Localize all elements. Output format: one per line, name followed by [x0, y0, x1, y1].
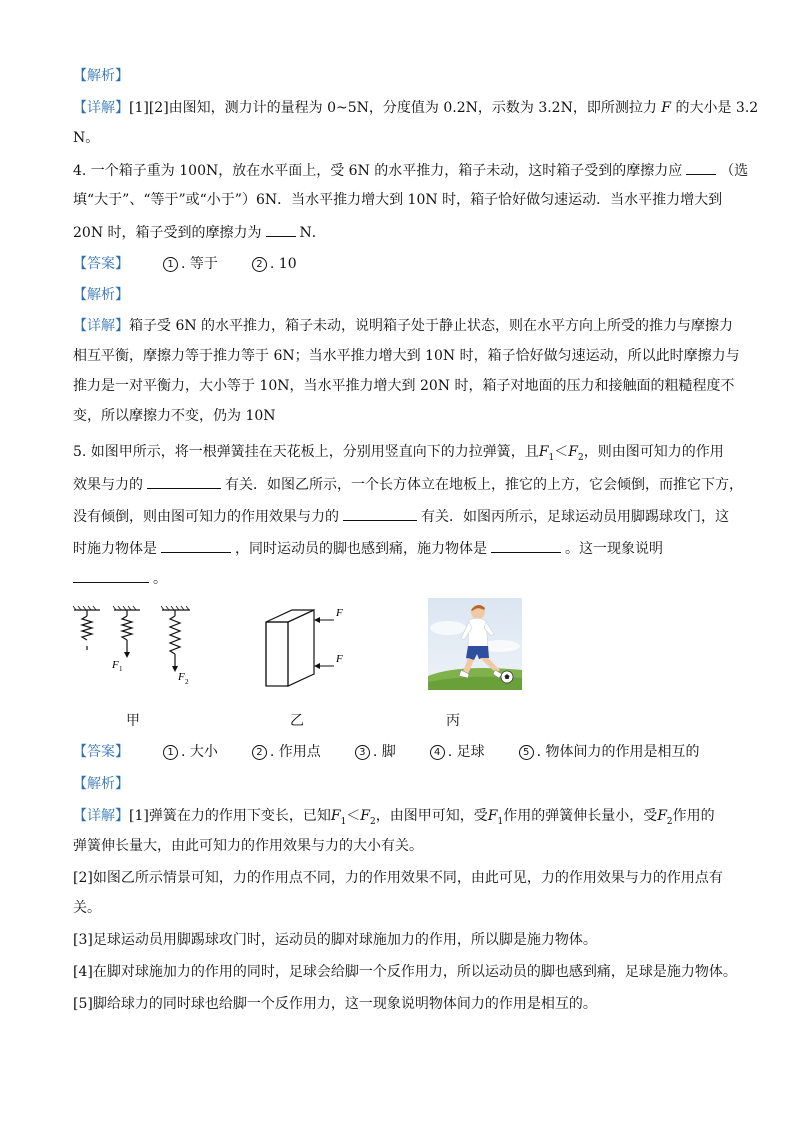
q5-line-1 — [73, 442, 724, 468]
detail-tag: 【详解】 — [73, 100, 129, 116]
q5-text-end: 。这一现象说明 — [565, 541, 663, 557]
label-f2-sub: 2 — [185, 678, 189, 686]
circled-number: 3 — [355, 745, 370, 760]
answer-1 — [163, 254, 218, 274]
detail-text: 作用的弹簧伸长量小，受 — [503, 808, 658, 824]
q5-line-4 — [73, 538, 663, 559]
answer-2 — [252, 254, 297, 274]
q5-detail-4: 关。 — [73, 900, 101, 916]
q5-blank-1 — [147, 474, 221, 489]
answer-text: . 足球 — [447, 744, 485, 760]
q5-text-end: 有关．如图乙所示，一个长方体立在地板上，推它的上方，它会倾倒，而推它下方， — [225, 477, 743, 493]
q4-answer-line — [73, 254, 297, 274]
variable-f2: F — [568, 444, 578, 460]
circled-number: 1 — [163, 745, 178, 760]
label-f2: F — [178, 671, 185, 683]
q5-detail-2: 弹簧伸长量大，由此可知力的作用效果与力的大小有关。 — [73, 838, 423, 854]
label-f-bottom: F — [336, 653, 343, 665]
detail-text: [1][2]由图知，测力计的量程为 0~5N，分度值为 0.2N，示数为 3.2N，即所测拉力 — [129, 100, 657, 116]
subscript: 1 — [497, 816, 504, 827]
q4-blank-2 — [266, 222, 296, 237]
circled-number: 4 — [430, 745, 445, 760]
answer-5 — [519, 742, 700, 762]
q4-detail-2: 相互平衡，摩擦力等于推力等于 6N；当水平推力增大到 10N 时，箱子恰好做匀速运动，所以此时摩擦力与 — [73, 348, 740, 364]
answer-tag: 【答案】 — [73, 744, 129, 760]
q5-text-end: 有关．如图丙所示，足球运动员用脚踢球攻门，这 — [421, 509, 729, 525]
answer-2 — [252, 742, 321, 762]
caption-bing: 丙 — [446, 713, 460, 729]
q4-detail-1 — [73, 316, 733, 336]
q4-text-end: （选 — [720, 163, 749, 179]
q4-detail-4: 变，所以摩擦力不变，仍为 10N — [73, 408, 276, 424]
less-than: ＜ — [346, 808, 361, 824]
q4-line-2: 填“大于”、“等于”或“小于”）6N．当水平推力增大到 10N 时，箱子恰好做匀速运动．当水平推力增大到 — [73, 192, 723, 208]
subscript: 1 — [548, 452, 555, 463]
q5-text: 效果与力的 — [73, 477, 143, 493]
variable-f2: F — [657, 808, 667, 824]
q4-detail-3: 推力是一对平衡力，大小等于 10N，当水平推力增大到 20N 时，箱子对地面的压力和接触面的粗糙程度不 — [73, 378, 735, 394]
q4-line-1 — [73, 160, 748, 181]
subscript: 1 — [340, 816, 347, 827]
q5-blank-4 — [491, 538, 561, 553]
label-f1-sub: 1 — [119, 665, 123, 673]
label-f1: F — [112, 659, 119, 671]
q5-detail-5: [3]足球运动员用脚踢球攻门时，运动员的脚对球施加力的作用，所以脚是施力物体。 — [73, 932, 597, 948]
circled-number: 2 — [252, 257, 267, 272]
answer-text: . 物体间力的作用是相互的 — [536, 744, 700, 760]
detail-text: [1]弹簧在力的作用下变长，已知 — [129, 808, 331, 824]
analysis-tag: 【解析】 — [73, 776, 129, 792]
q5-text: 没有倾倒，则由图可知力的作用效果与力的 — [73, 509, 339, 525]
circled-number: 2 — [252, 745, 267, 760]
q5-text: 5. 如图甲所示，将一根弹簧挂在天花板上，分别用竖直向下的力拉弹簧，且 — [73, 444, 539, 460]
q4-text-3: 20N 时，箱子受到的摩擦力为 — [73, 225, 262, 241]
spring-figure — [70, 602, 200, 692]
q4-blank-1 — [686, 160, 716, 175]
detail-text-end: 的大小是 3.2 — [675, 100, 759, 116]
analysis-tag: 【解析】 — [73, 68, 129, 84]
answer-text: . 大小 — [181, 744, 218, 760]
caption-yi: 乙 — [290, 713, 304, 729]
q5-answer-line — [73, 742, 700, 762]
circled-number: 1 — [163, 257, 178, 272]
q5-blank-2 — [343, 506, 417, 521]
answer-text: . 10 — [269, 256, 297, 272]
subscript: 2 — [577, 452, 584, 463]
q4-line-3 — [73, 222, 326, 243]
q5-line-3 — [73, 506, 729, 527]
box-figure — [258, 602, 358, 692]
answer-text: . 脚 — [372, 744, 396, 760]
soccer-player-image — [428, 598, 522, 690]
q5-text-mid: ，同时运动员的脚也感到痛，施力物体是 — [235, 541, 487, 557]
answer-text: . 作用点 — [269, 744, 321, 760]
circled-number: 5 — [519, 745, 534, 760]
caption-jia: 甲 — [126, 713, 140, 729]
q5-text: 。 — [153, 571, 167, 587]
detail-text: 作用的 — [672, 808, 715, 824]
analysis-tag: 【解析】 — [73, 287, 129, 303]
q4-text: 4. 一个箱子重为 100N，放在水平面上，受 6N 的水平推力，箱子未动，这时箱子受到的摩擦力应 — [73, 163, 683, 179]
answer-3 — [355, 742, 396, 762]
subscript: 2 — [370, 816, 376, 827]
detail-tag: 【详解】 — [73, 318, 129, 334]
less-than: ＜ — [554, 444, 569, 460]
detail-text: ，由图甲可知，受 — [375, 808, 488, 824]
q5-line-2 — [73, 474, 743, 495]
variable-f2: F — [360, 808, 371, 824]
label-f-top: F — [336, 607, 343, 619]
q5-line-5 — [73, 568, 167, 589]
detail-tag: 【详解】 — [73, 808, 129, 824]
answer-tag: 【答案】 — [73, 256, 129, 272]
detail-text: 箱子受 6N 的水平推力，箱子未动，说明箱子处于静止状态，则在水平方向上所受的推力与摩擦力 — [129, 318, 734, 334]
q5-blank-3 — [161, 538, 231, 553]
answer-text: . 等于 — [181, 256, 218, 272]
variable-f: F — [661, 100, 672, 116]
q5-text-end: ，则由图可知力的作用 — [583, 444, 724, 460]
answer-4 — [430, 742, 485, 762]
detail-line-2: N。 — [73, 130, 100, 146]
detail-line — [73, 98, 758, 118]
q5-detail-1 — [73, 806, 715, 832]
q4-text-3-end: N． — [299, 225, 326, 241]
variable-f1: F — [487, 808, 498, 824]
variable-f1: F — [538, 444, 549, 460]
variable-f1: F — [330, 808, 341, 824]
q5-blank-5 — [73, 568, 149, 583]
q5-detail-7: [5]脚给球力的同时球也给脚一个反作用力，这一现象说明物体间力的作用是相互的。 — [73, 996, 597, 1012]
subscript: 2 — [666, 816, 673, 827]
answer-1 — [163, 742, 218, 762]
q5-text: 时施力物体是 — [73, 541, 157, 557]
q5-detail-6: [4]在脚对球施加力的作用的同时，足球会给脚一个反作用力，所以运动员的脚也感到痛，足球是施力物体。 — [73, 964, 737, 980]
q5-detail-3: [2]如图乙所示情景可知，力的作用点不同，力的作用效果不同，由此可见，力的作用效果与力的作用点有 — [73, 870, 723, 886]
